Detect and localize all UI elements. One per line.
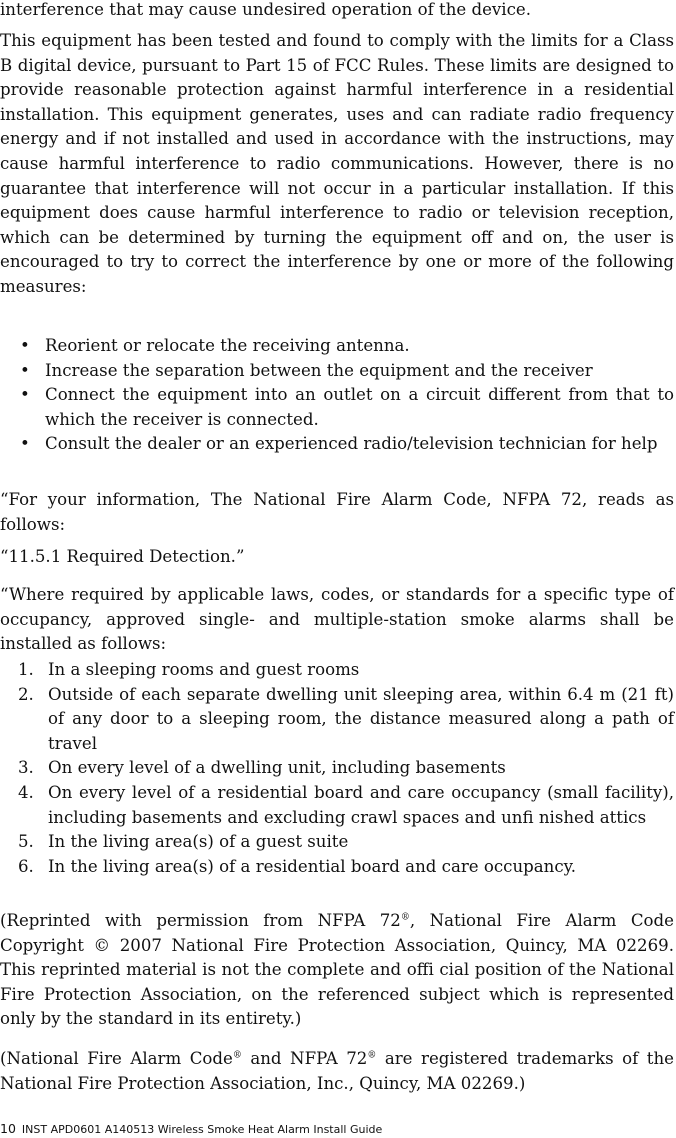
- list-item-text: Reorient or relocate the receiving antenna.: [45, 336, 410, 355]
- list-item-text: On every level of a residential board and care occupancy (small facility), including basements and excluding crawl spaces and unfi nished attics: [48, 782, 674, 827]
- list-item-text: Outside of each separate dwelling unit sleeping area, within 6.4 m (21 ft) of any door to a sleeping room, the distance measured along a path of travel: [48, 684, 674, 753]
- list-item: [0, 658, 674, 683]
- bullet-marker: •: [20, 385, 30, 405]
- list-item: [0, 855, 674, 880]
- paragraph-fcc-statement: This equipment has been tested and found to comply with the limits for a Class B digital device, pursuant to Part 15 of FCC Rules. These limits are designed to provide reasonable protection against harmful interference in a residential installation. This equipment generates, uses and can radiate radio frequency energy and if not installed and used in accordance with the instructions, may cause harmful interference to radio communications. However, there is no guarantee that interference will not occur in a particular installation. If this equipment does cause harmful interference to radio or television reception, which can be determined by turning the equipment off and on, the user is encouraged to try to correct the interference by one or more of the following measures:: [0, 31, 674, 296]
- paragraph-nfpa-intro: “For your information, The National Fire Alarm Code, NFPA 72, reads as follows:: [0, 490, 674, 534]
- registered-mark: ®: [367, 1050, 377, 1061]
- list-item: [0, 334, 674, 359]
- list-item: [0, 756, 674, 781]
- paragraph-nfpa-requirement: “Where required by applicable laws, codes, or standards for a specific type of occupancy, approved single- and multiple-station smoke alarms shall be installed as follows:: [0, 585, 674, 654]
- bullet-marker: •: [20, 336, 30, 355]
- list-number: 6.: [18, 856, 34, 876]
- registered-mark: ®: [232, 1050, 242, 1061]
- list-item-text: In the living area(s) of a residential board and care occupancy.: [48, 856, 577, 876]
- list-item: [0, 781, 674, 830]
- paragraph-section-title: “11.5.1 Required Detection.”: [0, 547, 245, 566]
- list-number: 1.: [18, 660, 34, 679]
- list-item: [0, 383, 674, 432]
- list-item: [0, 830, 674, 855]
- bullet-marker: •: [20, 360, 30, 380]
- list-item-text: Connect the equipment into an outlet on a circuit different from that to which the receiver is connected.: [45, 385, 674, 429]
- list-item-text: Consult the dealer or an experienced radio/television technician for help: [45, 434, 658, 454]
- registered-mark: ®: [400, 912, 410, 923]
- page-footer: [0, 1121, 676, 1137]
- list-number: 4.: [18, 782, 34, 802]
- page-number: 10: [0, 1121, 16, 1136]
- locations-list: [0, 658, 674, 879]
- list-item-text: Increase the separation between the equipment and the receiver: [45, 360, 593, 380]
- list-item-text: In a sleeping rooms and guest rooms: [48, 660, 360, 679]
- list-item: [0, 432, 674, 457]
- list-item: [0, 683, 674, 757]
- paragraph-reprint-notice: (Reprinted with permission from NFPA 72®, National Fire Alarm Code Copyright © 2007 National Fire Protection Association, Quincy, MA 02269. This reprinted material is not the complete and offi cial position of the National Fire Protection Association, on the referenced subject which is represented only by the standard in its entirety.): [0, 911, 674, 1029]
- list-number: 3.: [18, 758, 34, 778]
- list-number: 2.: [18, 684, 34, 704]
- list-number: 5.: [18, 832, 34, 852]
- measures-list: [0, 334, 674, 457]
- paragraph-trademark-notice: (National Fire Alarm Code® and NFPA 72® are registered trademarks of the National Fire Protection Association, Inc., Quincy, MA 02269.): [0, 1049, 674, 1093]
- list-item-text: In the living area(s) of a guest suite: [48, 832, 349, 852]
- footer-title: INST APD0601 A140513 Wireless Smoke Heat Alarm Install Guide: [21, 1123, 383, 1136]
- list-item-text: On every level of a dwelling unit, including basements: [48, 758, 506, 778]
- bullet-marker: •: [20, 434, 30, 454]
- list-item: [0, 359, 674, 384]
- paragraph-intro-fragment: interference that may cause undesired operation of the device.: [0, 0, 531, 19]
